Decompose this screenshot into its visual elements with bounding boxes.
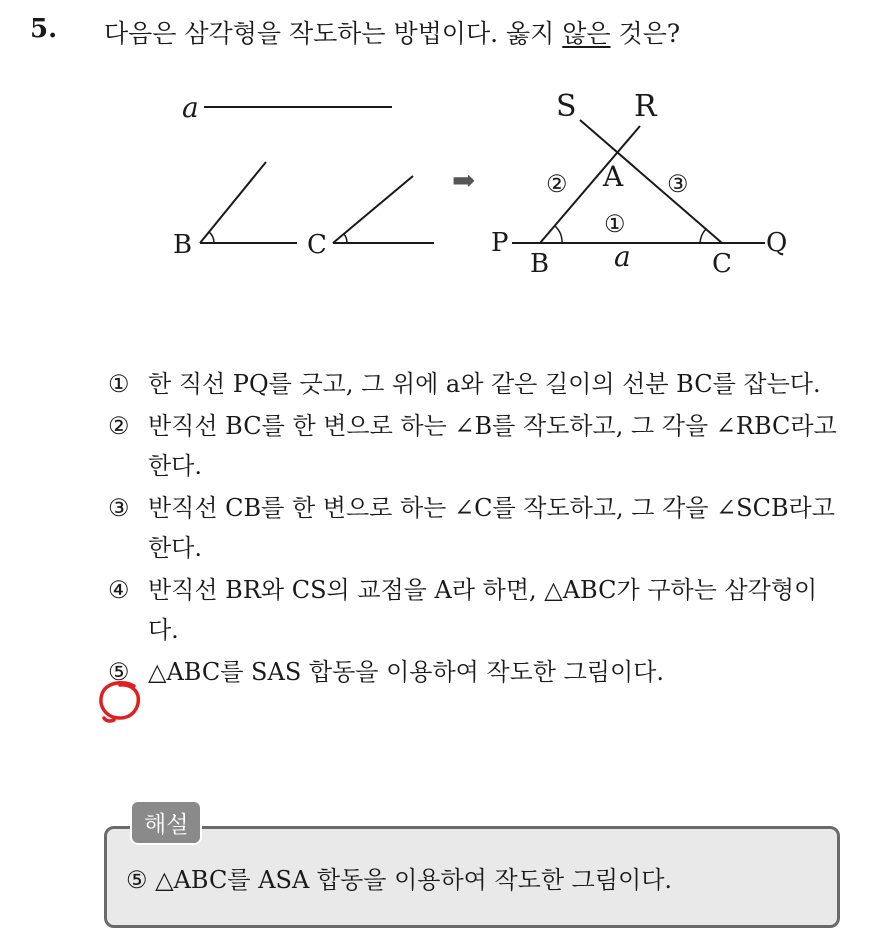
choice-4-mark: ④ <box>108 576 130 604</box>
choice-4-text: 반직선 BR와 CS의 교점을 A라 하면, △ABC가 구하는 삼각형이다. <box>148 576 818 644</box>
choice-2-mark: ② <box>108 412 130 440</box>
question-text-after: 것은? <box>610 19 681 48</box>
segment-a-label: a <box>182 91 199 124</box>
left-c-label: C <box>307 230 327 260</box>
point-q-label: Q <box>766 228 788 258</box>
choice-2-text: 반직선 BC를 한 변으로 하는 ∠B를 작도하고, 그 각을 ∠RBC라고 한다. <box>148 412 837 480</box>
angle-c-ray <box>333 176 413 243</box>
choice-5[interactable] <box>108 652 848 692</box>
arrow-icon: ➡ <box>452 164 476 197</box>
question-text <box>104 14 680 50</box>
angle-c-construct-arc <box>700 229 706 243</box>
choice-1-mark: ① <box>108 370 130 398</box>
point-b-label: B <box>530 249 550 279</box>
angle-b-construct-arc <box>555 226 562 243</box>
choice-5-mark: ⑤ <box>108 658 130 686</box>
point-s-label: S <box>556 89 577 124</box>
choice-list <box>108 364 848 694</box>
answer-circle-icon <box>96 678 148 726</box>
question-number: 5. <box>30 14 58 44</box>
choice-5-text: △ABC를 SAS 합동을 이용하여 작도한 그림이다. <box>148 658 664 686</box>
ray-cs <box>580 120 722 243</box>
point-a-label: A <box>603 160 624 193</box>
step-1-label: ① <box>604 210 626 238</box>
step-3-label: ③ <box>667 170 689 198</box>
choice-3-mark: ③ <box>108 494 130 522</box>
construction-figure <box>0 70 884 300</box>
segment-bc-a-label: a <box>614 240 631 273</box>
question-text-before: 다음은 삼각형을 작도하는 방법이다. 옳지 <box>104 19 563 48</box>
point-c-label: C <box>712 249 732 279</box>
angle-b-ray <box>200 162 266 243</box>
solution-text: ⑤ △ABC를 ASA 합동을 이용하여 작도한 그림이다. <box>126 866 673 894</box>
left-b-label: B <box>173 230 193 260</box>
point-p-label: P <box>491 228 509 258</box>
choice-1-text: 한 직선 PQ를 긋고, 그 위에 a와 같은 길이의 선분 BC를 잡는다. <box>148 370 821 398</box>
step-2-label: ② <box>546 170 568 198</box>
choice-3[interactable] <box>108 488 848 568</box>
angle-b-arc <box>209 232 214 243</box>
solution-label: 해설 <box>130 800 202 845</box>
choice-1[interactable] <box>108 364 848 404</box>
choice-4[interactable] <box>108 570 848 650</box>
choice-2[interactable] <box>108 406 848 486</box>
choice-3-text: 반직선 CB를 한 변으로 하는 ∠C를 작도하고, 그 각을 ∠SCB라고 한다. <box>148 494 835 562</box>
point-r-label: R <box>634 89 657 124</box>
question-text-underlined: 않은 <box>562 19 611 48</box>
angle-c-arc <box>344 234 347 243</box>
